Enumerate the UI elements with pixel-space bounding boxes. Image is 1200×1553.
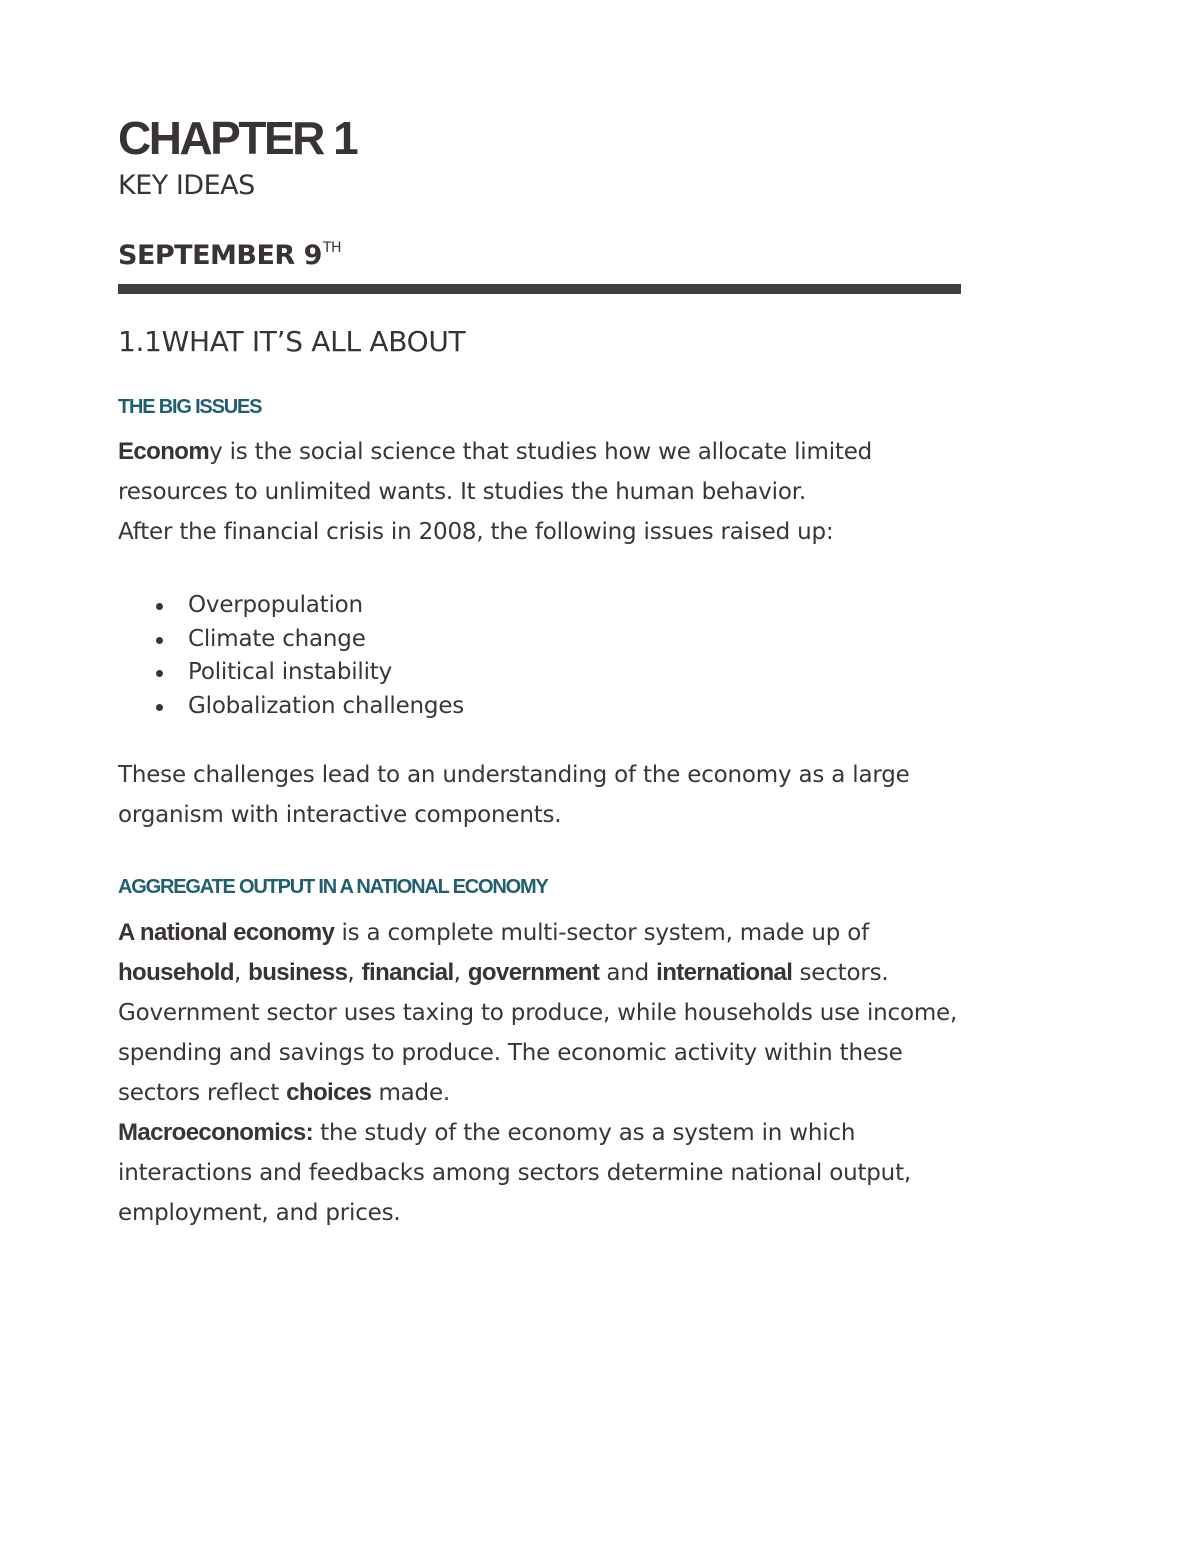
date-suffix: TH <box>322 240 342 256</box>
term-financial: financial <box>361 959 454 986</box>
bullet-icon <box>156 637 163 644</box>
sectors-text: sectors. Government sector uses taxing to produce, while households use income, spending and savings to produce. The economic activity within these sectors reflect <box>118 960 958 1106</box>
chapter-title: CHAPTER 1 <box>118 112 357 164</box>
economy-definition-text: y is the social science that studies how we allocate limited resources to unlimited wants. It studies the human behavior. <box>118 439 873 505</box>
list-item <box>118 690 464 724</box>
separator: , <box>347 960 362 986</box>
term-national-economy: A national economy <box>118 919 335 946</box>
paragraph-economy-definition <box>118 432 961 552</box>
national-economy-text: is a complete multi-sector system, made up of <box>334 920 870 946</box>
list-item <box>118 589 464 623</box>
separator: , <box>233 960 249 986</box>
term-macroeconomics: Macroeconomics: <box>118 1119 314 1146</box>
term-government: government <box>467 959 600 986</box>
made-text: made. <box>371 1080 450 1106</box>
list-item <box>118 656 464 690</box>
section-title: 1.1WHAT IT’S ALL ABOUT <box>118 325 466 358</box>
chapter-subtitle: KEY IDEAS <box>118 170 255 201</box>
conjunction: and <box>599 960 657 986</box>
list-item-label: Political instability <box>188 659 393 685</box>
bullet-icon <box>156 603 163 610</box>
list-item-label: Climate change <box>188 625 366 652</box>
date-text: SEPTEMBER 9 <box>118 240 322 271</box>
term-household: household <box>118 959 234 986</box>
term-international: international <box>656 959 793 986</box>
paragraph-national-economy <box>118 913 961 1233</box>
bullet-icon <box>156 704 163 711</box>
horizontal-rule <box>118 284 961 294</box>
issues-list <box>118 589 464 723</box>
term-choices: choices <box>286 1079 372 1106</box>
bullet-icon <box>156 670 163 677</box>
financial-crisis-text: After the financial crisis in 2008, the following issues raised up: <box>118 519 834 545</box>
list-item <box>118 623 464 657</box>
macroeconomics-definition: the study of the economy as a system in which interactions and feedbacks among sectors determine national output, employment, and prices. <box>118 1120 911 1226</box>
list-item-label: Overpopulation <box>188 592 363 618</box>
term-business: business <box>248 959 348 986</box>
separator: , <box>453 960 468 986</box>
term-economy: Econom <box>118 438 210 465</box>
heading-aggregate-output: AGGREGATE OUTPUT IN A NATIONAL ECONOMY <box>118 876 548 898</box>
paragraph-challenges: These challenges lead to an understanding of the economy as a large organism with interactive components. <box>118 762 910 828</box>
heading-big-issues: THE BIG ISSUES <box>118 396 262 418</box>
list-item-label: Globalization challenges <box>188 692 465 719</box>
date-heading <box>118 232 341 272</box>
